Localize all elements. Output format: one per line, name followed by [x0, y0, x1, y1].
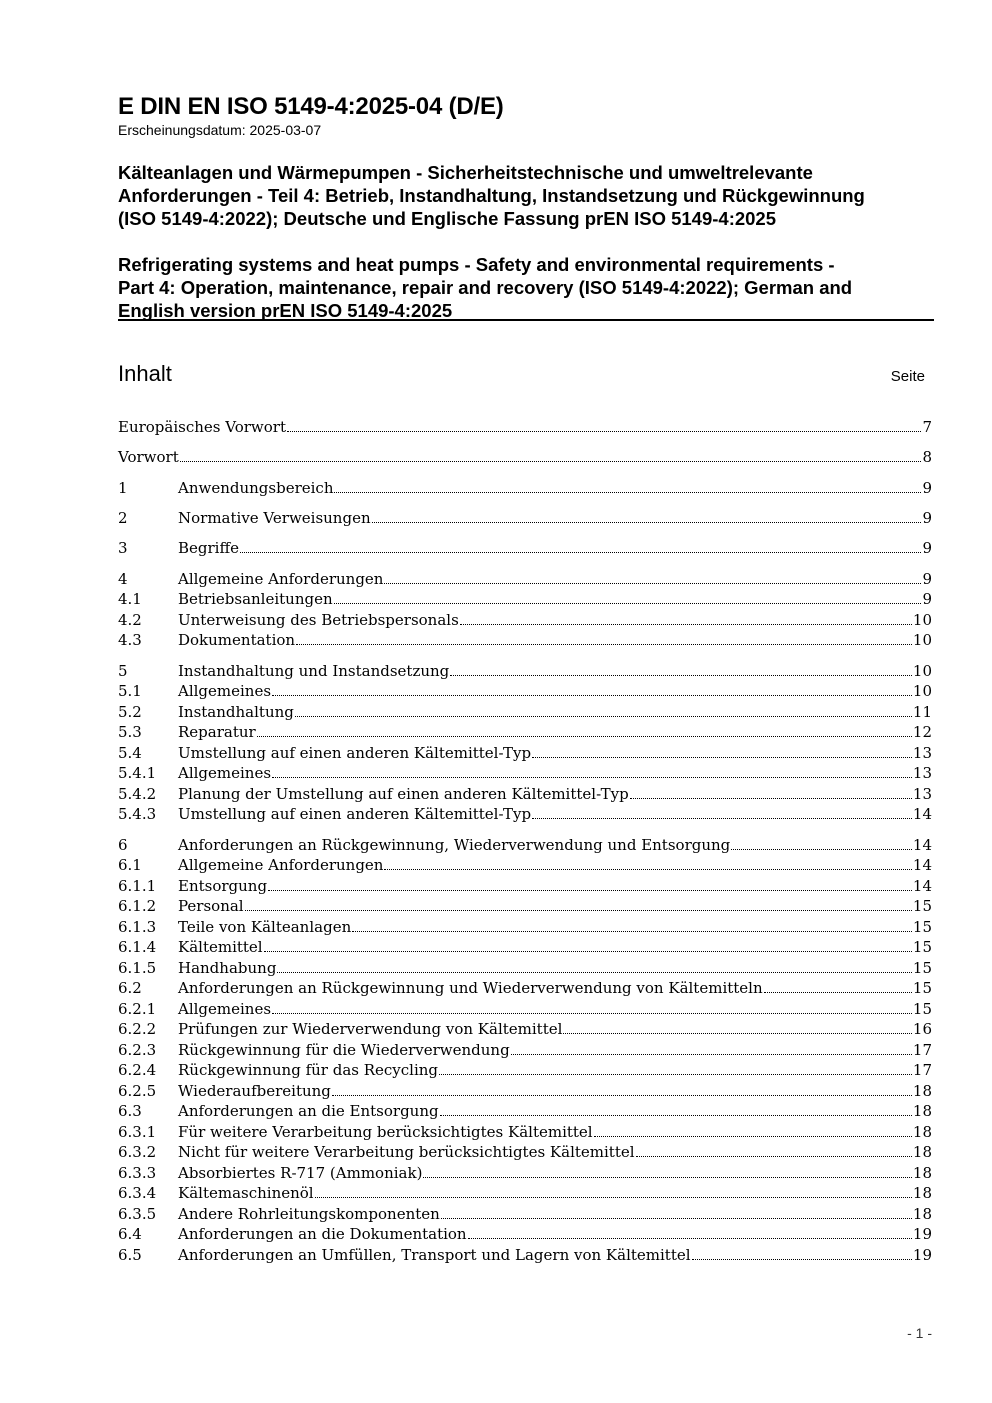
toc-entry-title: Für weitere Verarbeitung berücksichtigtes Kältemittel — [178, 1123, 593, 1141]
toc-entry-number: 4 — [118, 570, 128, 588]
toc-entry[interactable] — [118, 978, 932, 998]
toc-entry-title: Vorwort — [118, 448, 179, 466]
toc-dot-leader — [277, 972, 911, 973]
toc-entry-title: Absorbiertes R-717 (Ammoniak) — [178, 1164, 423, 1182]
toc-dot-leader — [384, 869, 911, 870]
toc-entry-number: 6.1.3 — [118, 918, 157, 936]
toc-entry-title: Anforderungen an die Dokumentation — [178, 1225, 467, 1243]
toc-entry-number: 5.1 — [118, 682, 142, 700]
toc-entry-page: 14 — [912, 805, 932, 823]
toc-entry-number: 5.4 — [118, 744, 142, 762]
toc-entry-page: 14 — [912, 856, 932, 874]
toc-entry-number: 5.3 — [118, 723, 142, 741]
toc-dot-leader — [511, 1054, 912, 1055]
toc-entry-title: Europäisches Vorwort — [118, 418, 286, 436]
toc-dot-leader — [532, 818, 912, 819]
toc-dot-leader — [272, 777, 912, 778]
toc-entry-page: 14 — [912, 877, 932, 895]
toc-entry-title: Entsorgung — [178, 877, 268, 895]
toc-entry-title: Anforderungen an Rückgewinnung und Wiederverwendung von Kältemitteln — [178, 979, 763, 997]
toc-entry-page: 18 — [912, 1102, 932, 1120]
toc-entry-title: Anforderungen an Rückgewinnung, Wiederverwendung und Entsorgung — [178, 836, 731, 854]
toc-entry[interactable] — [118, 702, 932, 722]
toc-dot-leader — [352, 931, 912, 932]
toc-entry-page: 18 — [912, 1164, 932, 1182]
toc-entry-title: Teile von Kälteanlagen — [178, 918, 352, 936]
toc-entry-page: 18 — [912, 1143, 932, 1161]
toc-entry-number: 5 — [118, 662, 128, 680]
toc-entry-title: Andere Rohrleitungskomponenten — [178, 1205, 440, 1223]
toc-entry-number: 6.1.1 — [118, 877, 157, 895]
toc-entry[interactable] — [118, 1142, 932, 1162]
toc-entry-title: Handhabung — [178, 959, 277, 977]
toc-entry-number: 6.3.3 — [118, 1164, 157, 1182]
toc-entry[interactable] — [118, 876, 932, 896]
toc-entry-page: 18 — [912, 1184, 932, 1202]
toc-entry-title: Planung der Umstellung auf einen anderen Kältemittel-Typ — [178, 785, 629, 803]
toc-entry-title: Allgemeine Anforderungen — [178, 570, 384, 588]
title-english-line: Refrigerating systems and heat pumps - Safety and environmental requirements - — [118, 254, 835, 275]
toc-entry-title: Rückgewinnung für die Wiederverwendung — [178, 1041, 510, 1059]
toc-entry-title: Unterweisung des Betriebspersonals — [178, 611, 459, 629]
toc-entry-page: 9 — [922, 570, 932, 588]
toc-dot-leader — [272, 695, 912, 696]
toc-entry-number: 6.2.4 — [118, 1061, 157, 1079]
toc-entry-number: 6.3.4 — [118, 1184, 157, 1202]
toc-dot-leader — [180, 461, 921, 462]
toc-entry-page: 10 — [912, 662, 932, 680]
toc-entry-page: 9 — [922, 479, 932, 497]
toc-entry-page: 18 — [912, 1082, 932, 1100]
toc-entry-title: Instandhaltung und Instandsetzung — [178, 662, 450, 680]
toc-dot-leader — [532, 757, 912, 758]
toc-entry-number: 6.5 — [118, 1246, 142, 1264]
toc-dot-leader — [384, 583, 921, 584]
toc-entry-number: 5.2 — [118, 703, 142, 721]
toc-entry[interactable] — [118, 743, 932, 763]
header-divider — [118, 319, 934, 321]
toc-entry-number: 4.3 — [118, 631, 142, 649]
toc-dot-leader — [296, 644, 912, 645]
toc-entry-number: 6.3 — [118, 1102, 142, 1120]
toc-entry-page: 13 — [912, 764, 932, 782]
toc-entry[interactable] — [118, 1040, 932, 1060]
toc-entry-page: 15 — [912, 979, 932, 997]
toc-entry-number: 6.2.3 — [118, 1041, 157, 1059]
toc-entry-number: 6.1.4 — [118, 938, 157, 956]
toc-entry-number: 3 — [118, 539, 128, 557]
toc-entry-number: 6.3.5 — [118, 1205, 157, 1223]
toc-entry[interactable] — [118, 447, 932, 467]
toc-dot-leader — [692, 1259, 912, 1260]
toc-dot-leader — [764, 992, 912, 993]
document-title: E DIN EN ISO 5149-4:2025-04 (D/E) — [118, 93, 504, 120]
toc-dot-leader — [272, 1013, 912, 1014]
title-english-line: Part 4: Operation, maintenance, repair and recovery (ISO 5149-4:2022); German and — [118, 277, 853, 298]
toc-dot-leader — [240, 552, 921, 553]
toc-entry-number: 6.3.1 — [118, 1123, 157, 1141]
toc-dot-leader — [334, 603, 921, 604]
toc-entry-number: 4.2 — [118, 611, 142, 629]
toc-dot-leader — [439, 1074, 912, 1075]
toc-entry-title: Nicht für weitere Verarbeitung berücksichtigtes Kältemittel — [178, 1143, 635, 1161]
toc-dot-leader — [268, 890, 912, 891]
toc-entry[interactable] — [118, 763, 932, 783]
toc-entry-title: Personal — [178, 897, 244, 915]
toc-dot-leader — [245, 910, 912, 911]
toc-entry[interactable] — [118, 1019, 932, 1039]
toc-entry-page: 19 — [912, 1225, 932, 1243]
toc-dot-leader — [630, 798, 912, 799]
toc-entry-page: 15 — [912, 897, 932, 915]
publication-date: Erscheinungsdatum: 2025-03-07 — [118, 122, 322, 138]
toc-entry-page: 10 — [912, 631, 932, 649]
toc-entry-title: Umstellung auf einen anderen Kältemittel-Typ — [178, 805, 532, 823]
toc-dot-leader — [441, 1218, 912, 1219]
toc-entry[interactable] — [118, 917, 932, 937]
toc-entry[interactable] — [118, 896, 932, 916]
toc-entry-number: 6.2.5 — [118, 1082, 157, 1100]
title-german-line: Kälteanlagen und Wärmepumpen - Sicherheitstechnische und umweltrelevante — [118, 162, 813, 183]
toc-dot-leader — [731, 849, 912, 850]
toc-entry-page: 18 — [912, 1205, 932, 1223]
toc-entry-title: Allgemeines — [178, 1000, 272, 1018]
title-german-line: Anforderungen - Teil 4: Betrieb, Instandhaltung, Instandsetzung und Rückgewinnung — [118, 185, 865, 206]
toc-entry[interactable] — [118, 1081, 932, 1101]
title-english — [118, 253, 938, 322]
toc-entry-page: 9 — [922, 590, 932, 608]
toc-dot-leader — [423, 1177, 911, 1178]
toc-entry-title: Kältemaschinenöl — [178, 1184, 314, 1202]
toc-entry-number: 4.1 — [118, 590, 142, 608]
toc-entry[interactable] — [118, 569, 932, 589]
toc-entry[interactable] — [118, 610, 932, 630]
toc-entry-page: 10 — [912, 682, 932, 700]
toc-entry-title: Instandhaltung — [178, 703, 294, 721]
toc-dot-leader — [287, 431, 921, 432]
toc-entry-number: 6.2.2 — [118, 1020, 157, 1038]
toc-entry[interactable] — [118, 784, 932, 804]
toc-entry-number: 5.4.2 — [118, 785, 157, 803]
toc-entry-title: Reparatur — [178, 723, 256, 741]
toc-entry[interactable] — [118, 681, 932, 701]
toc-entry-title: Allgemeines — [178, 682, 272, 700]
toc-entry-number: 6.2 — [118, 979, 142, 997]
toc-entry-page: 15 — [912, 1000, 932, 1018]
toc-entry-number: 6.3.2 — [118, 1143, 157, 1161]
toc-entry-page: 12 — [912, 723, 932, 741]
toc-entry-number: 2 — [118, 509, 128, 527]
toc-entry[interactable] — [118, 1163, 932, 1183]
toc-entry-number: 6.4 — [118, 1225, 142, 1243]
toc-entry-title: Anforderungen an Umfüllen, Transport und Lagern von Kältemittel — [178, 1246, 691, 1264]
toc-dot-leader — [450, 675, 912, 676]
toc-entry-number: 1 — [118, 479, 128, 497]
toc-dot-leader — [332, 1095, 912, 1096]
toc-entry-page: 15 — [912, 959, 932, 977]
toc-dot-leader — [440, 1115, 912, 1116]
toc-entry[interactable] — [118, 804, 932, 824]
toc-entry[interactable] — [118, 508, 932, 528]
toc-entry[interactable] — [118, 835, 932, 855]
toc-entry[interactable] — [118, 661, 932, 681]
toc-entry[interactable] — [118, 855, 932, 875]
toc-entry-number: 6.1.5 — [118, 959, 157, 977]
toc-entry-page: 15 — [912, 918, 932, 936]
toc-entry-page: 11 — [912, 703, 932, 721]
title-german-line: (ISO 5149-4:2022); Deutsche und Englische Fassung prEN ISO 5149-4:2025 — [118, 208, 777, 229]
toc-entry-page: 18 — [912, 1123, 932, 1141]
toc-entry-page: 9 — [922, 539, 932, 557]
toc-entry-title: Anwendungsbereich — [178, 479, 334, 497]
toc-entry-title: Betriebsanleitungen — [178, 590, 333, 608]
toc-entry-number: 5.4.3 — [118, 805, 157, 823]
toc-entry-title: Rückgewinnung für das Recycling — [178, 1061, 439, 1079]
title-english-line: English version prEN ISO 5149-4:2025 — [118, 300, 453, 321]
toc-entry[interactable] — [118, 1245, 932, 1265]
toc-entry-page: 14 — [912, 836, 932, 854]
toc-entry-page: 17 — [912, 1061, 932, 1079]
toc-entry[interactable] — [118, 722, 932, 742]
toc-entry[interactable] — [118, 538, 932, 558]
toc-dot-leader — [257, 736, 912, 737]
toc-entry[interactable] — [118, 1183, 932, 1203]
toc-entry-page: 16 — [912, 1020, 932, 1038]
toc-entry-page: 8 — [922, 448, 932, 466]
toc-entry-title: Allgemeines — [178, 764, 272, 782]
toc-entry-page: 19 — [912, 1246, 932, 1264]
toc-dot-leader — [315, 1197, 912, 1198]
toc-dot-leader — [295, 716, 912, 717]
toc-dot-leader — [563, 1033, 911, 1034]
toc-dot-leader — [334, 492, 921, 493]
toc-entry-title: Begriffe — [178, 539, 240, 557]
toc-entry[interactable] — [118, 478, 932, 498]
toc-entry-title: Prüfungen zur Wiederverwendung von Kältemittel — [178, 1020, 563, 1038]
toc-entry[interactable] — [118, 417, 932, 437]
toc-entry-number: 6.1 — [118, 856, 142, 874]
toc-entry-title: Anforderungen an die Entsorgung — [178, 1102, 439, 1120]
toc-dot-leader — [468, 1238, 912, 1239]
page-column-label: Seite — [890, 368, 925, 385]
page-number: - 1 - — [907, 1325, 932, 1341]
toc-entry-page: 13 — [912, 785, 932, 803]
toc-dot-leader — [460, 624, 912, 625]
toc-entry-title: Kältemittel — [178, 938, 263, 956]
toc-entry[interactable] — [118, 958, 932, 978]
toc-entry[interactable] — [118, 1224, 932, 1244]
toc-entry-page: 7 — [922, 418, 932, 436]
toc-entry[interactable] — [118, 999, 932, 1019]
toc-entry-title: Umstellung auf einen anderen Kältemittel-Typ — [178, 744, 532, 762]
toc-entry[interactable] — [118, 1122, 932, 1142]
title-german — [118, 161, 938, 230]
toc-entry-title: Allgemeine Anforderungen — [178, 856, 384, 874]
toc-dot-leader — [636, 1156, 912, 1157]
toc-entry-page: 10 — [912, 611, 932, 629]
toc-entry[interactable] — [118, 1101, 932, 1121]
toc-entry-title: Normative Verweisungen — [178, 509, 371, 527]
toc-entry[interactable] — [118, 1204, 932, 1224]
toc-entry[interactable] — [118, 589, 932, 609]
toc-entry-number: 6 — [118, 836, 128, 854]
toc-entry[interactable] — [118, 937, 932, 957]
toc-entry-number: 5.4.1 — [118, 764, 157, 782]
toc-dot-leader — [594, 1136, 912, 1137]
toc-entry-title: Dokumentation — [178, 631, 296, 649]
toc-entry-page: 13 — [912, 744, 932, 762]
toc-entry[interactable] — [118, 630, 932, 650]
toc-heading: Inhalt — [118, 361, 172, 386]
toc-entry-page: 15 — [912, 938, 932, 956]
toc-entry-number: 6.2.1 — [118, 1000, 157, 1018]
toc-entry-page: 17 — [912, 1041, 932, 1059]
toc-entry-title: Wiederaufbereitung — [178, 1082, 331, 1100]
toc-dot-leader — [372, 522, 921, 523]
toc-entry-number: 6.1.2 — [118, 897, 157, 915]
toc-entry[interactable] — [118, 1060, 932, 1080]
toc-entry-page: 9 — [922, 509, 932, 527]
toc-dot-leader — [264, 951, 912, 952]
